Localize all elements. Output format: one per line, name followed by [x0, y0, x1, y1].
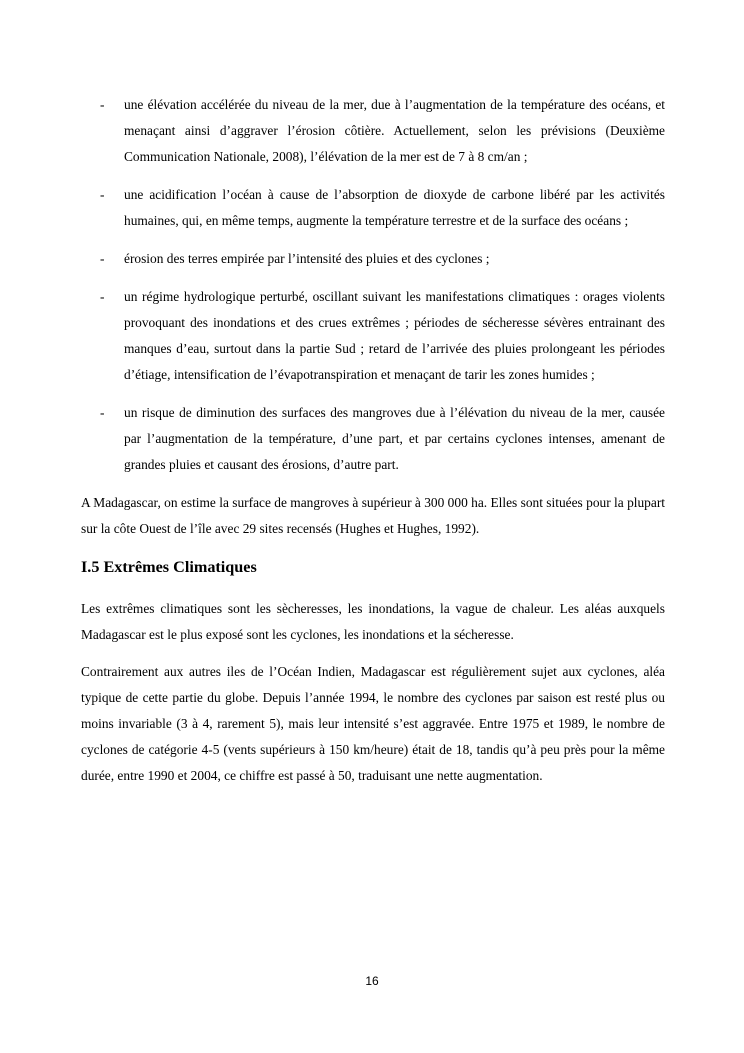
list-item — [81, 182, 665, 234]
bullet-text: une acidification l’océan à cause de l’absorption de dioxyde de carbone libéré par les activités humaines, qui, en même temps, augmente la température terrestre et de la surface des océans ; — [124, 187, 665, 228]
page-content — [81, 92, 665, 800]
paragraph-extremes: Les extrêmes climatiques sont les sècheresses, les inondations, la vague de chaleur. Les aléas auxquels Madagascar est le plus exposé sont les cyclones, les inondations et la sécheresse. — [81, 601, 665, 642]
page-number: 16 — [365, 974, 379, 988]
bullet-dash: - — [100, 97, 105, 112]
list-item — [81, 246, 665, 272]
bullet-dash: - — [100, 251, 105, 266]
list-item — [81, 284, 665, 388]
bullet-text: une élévation accélérée du niveau de la mer, due à l’augmentation de la température des océans, et menaçant ainsi d’aggraver l’érosion côtière. Actuellement, selon les prévisions (Deuxième Communication Nationale, 2008), l’élévation de la mer est de 7 à 8 cm/an ; — [124, 97, 665, 164]
bullet-text: un régime hydrologique perturbé, oscillant suivant les manifestations climatiques : orages violents provoquant des inondations et des crues extrêmes ; périodes de sécheresse sévères entrainant des manques d’eau, surtout dans la partie Sud ; retard de l’arrivée des pluies prolongeant les périodes d’étiage, intensification de l’évapotranspiration et menaçant de tarir les zones humides ; — [124, 289, 665, 382]
paragraph-mangroves: A Madagascar, on estime la surface de mangroves à supérieur à 300 000 ha. Elles sont situées pour la plupart sur la côte Ouest de l’île avec 29 sites recensés (Hughes et Hughes, 1992). — [81, 495, 665, 536]
bullet-text: érosion des terres empirée par l’intensité des pluies et des cyclones ; — [124, 251, 490, 266]
bullet-dash: - — [100, 289, 105, 304]
bullet-text: un risque de diminution des surfaces des mangroves due à l’élévation du niveau de la mer, causée par l’augmentation de la température, d’une part, et par certains cyclones intenses, amenant de grandes pluies et causant des érosions, d’autre part. — [124, 405, 665, 472]
list-item — [81, 92, 665, 170]
list-item — [81, 400, 665, 478]
bullet-dash: - — [100, 187, 105, 202]
bullet-dash: - — [100, 405, 105, 420]
paragraph-cyclones: Contrairement aux autres iles de l’Océan Indien, Madagascar est régulièrement sujet aux cyclones, aléa typique de cette partie du globe. Depuis l’année 1994, le nombre des cyclones par saison est resté plus ou moins invariable (3 à 4, rarement 5), mais leur intensité s’est aggravée. Entre 1975 et 1989, le nombre de cyclones de catégorie 4-5 (vents supérieurs à 150 km/heure) était de 18, tandis qu’à peu près pour la même durée, entre 1990 et 2004, ce chiffre est passé à 50, traduisant une nette augmentation. — [81, 664, 665, 783]
section-heading: I.5 Extrêmes Climatiques — [81, 558, 257, 576]
bullet-list — [81, 92, 665, 478]
